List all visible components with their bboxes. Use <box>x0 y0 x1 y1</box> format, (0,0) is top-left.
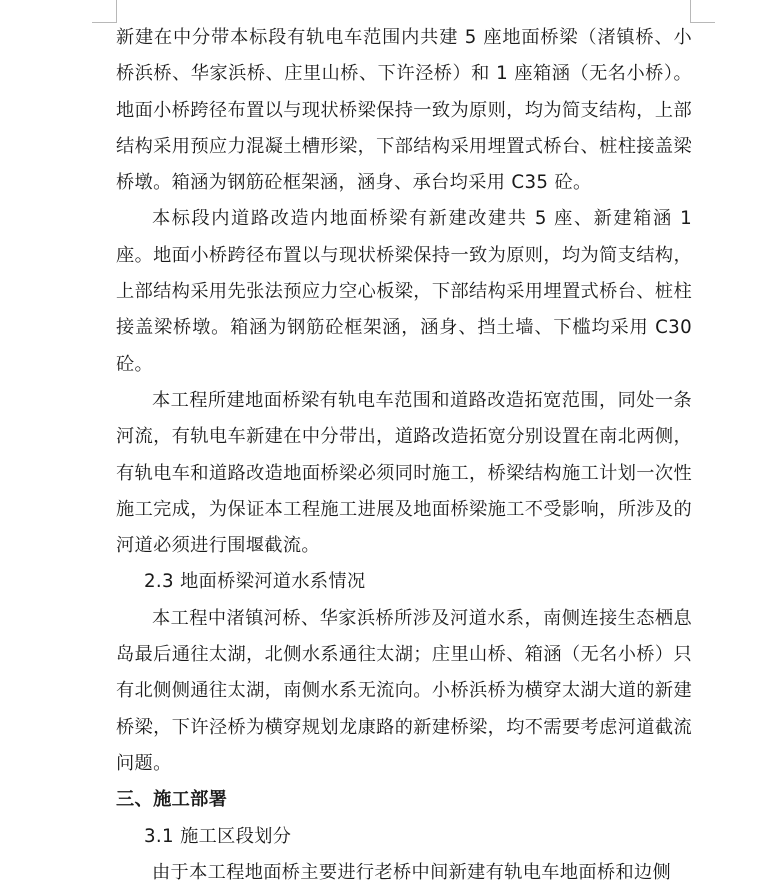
paragraph-road-bridges: 本标段内道路改造内地面桥梁有新建改建共 5 座、新建箱涵 1 座。地面小桥跨径布置以与现状桥梁保持一致为原则，均为简支结构，上部结构采用先张法预应力空心板梁，下部结构采用埋置式桥台、桩柱接盖梁桥墩。箱涵为钢筋砼框架涵，涵身、挡土墙、下槛均采用 C30 砼。 <box>116 208 692 375</box>
section-heading-2-3: 2.3 地面桥梁河道水系情况 <box>144 571 366 593</box>
section-heading-3-1: 3.1 施工区段划分 <box>144 825 292 847</box>
paragraph-cofferdam: 本工程所建地面桥梁有轨电车范围和道路改造拓宽范围，同处一条河流，有轨电车新建在中分带出，道路改造拓宽分别设置在南北两侧，有轨电车和道路改造地面桥梁必须同时施工，桥梁结构施工计划一次性施工完成，为保证本工程施工进展及地面桥梁施工不受影响，所涉及的河道必须进行围堰截流。 <box>116 389 692 557</box>
page-corner-mark-right <box>690 0 715 23</box>
paragraph-new-bridges: 新建在中分带本标段有轨电车范围内共建 5 座地面桥梁（渚镇桥、小桥浜桥、华家浜桥、庄里山桥、下许泾桥）和 1 座箱涵（无名小桥）。地面小桥跨径布置以与现状桥梁保持一致为原则，均为简支结构，上部结构采用预应力混凝土槽形梁，下部结构采用埋置式桥台、桩柱接盖梁桥墩。箱涵为钢筋砼框架涵，涵身、承台均采用 C35 砼。 <box>116 27 692 194</box>
paragraph-section-division: 由于本工程地面桥主要进行老桥中间新建有轨电车地面桥和边侧 <box>152 861 672 883</box>
paragraph-water-system: 本工程中渚镇河桥、华家浜桥所涉及河道水系，南侧连接生态栖息岛最后通往太湖，北侧水系通往太湖；庄里山桥、箱涵（无名小桥）只有北侧侧通往太湖，南侧水系无流向。小桥浜桥为横穿太湖大道的新建桥梁，下许泾桥为横穿规划龙康路的新建桥梁，均不需要考虑河道截流问题。 <box>116 607 692 774</box>
document-body <box>116 20 692 891</box>
page-corner-mark-left <box>92 0 117 23</box>
chapter-heading-3: 三、施工部署 <box>116 789 228 811</box>
